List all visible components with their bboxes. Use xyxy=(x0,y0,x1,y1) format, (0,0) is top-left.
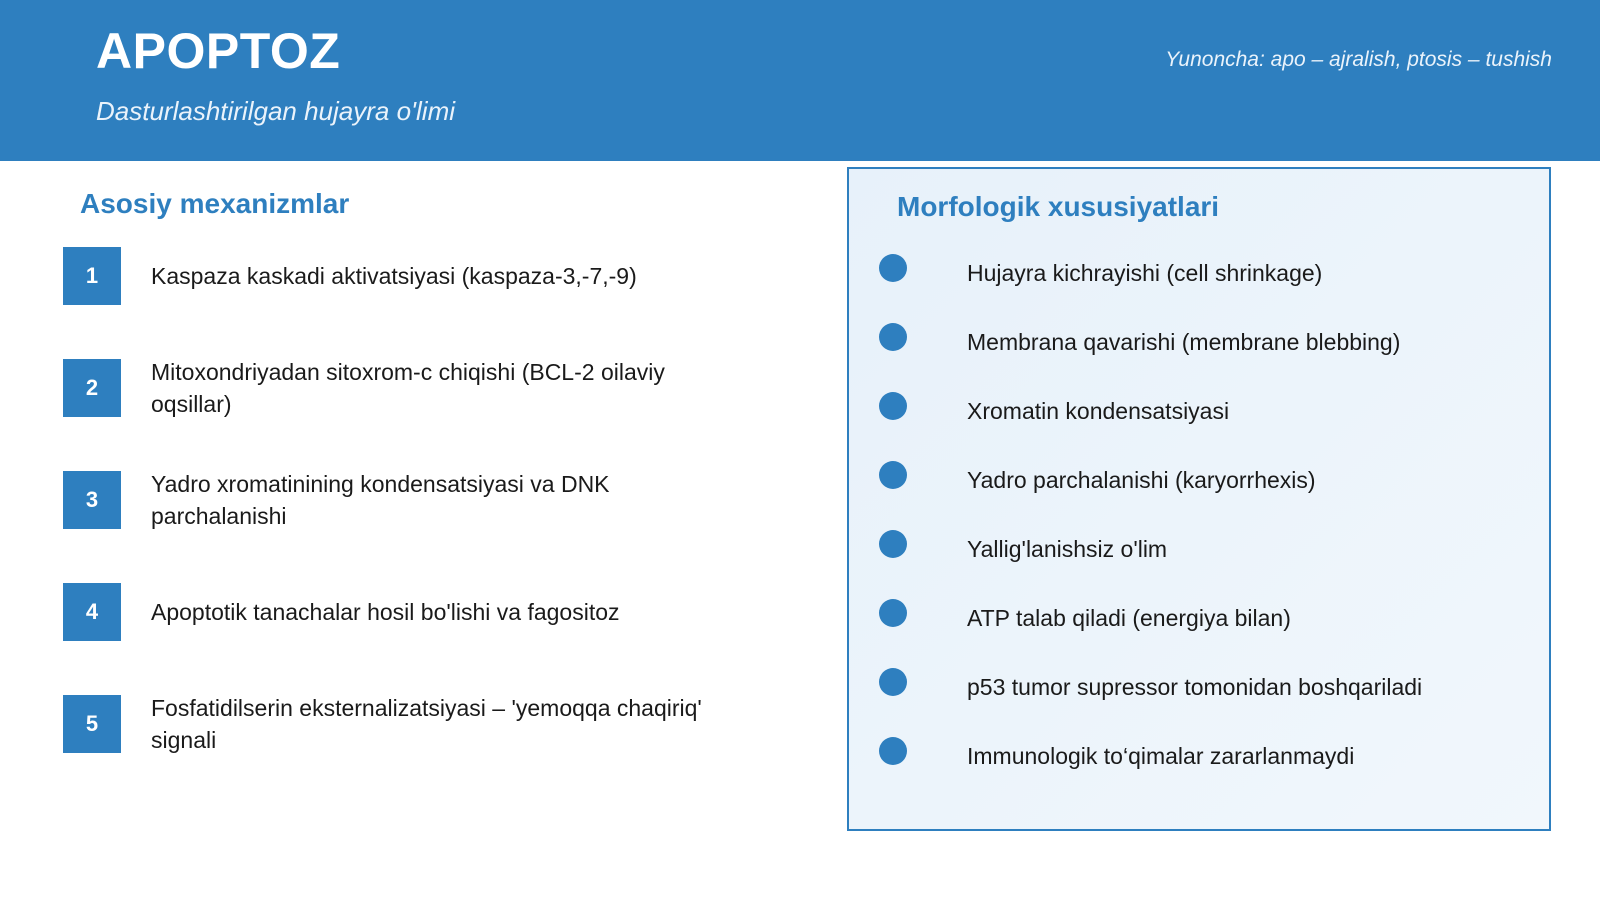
slide-subtitle: Dasturlashtirilgan hujayra o'limi xyxy=(96,96,455,126)
feature-text: Hujayra kichrayishi (cell shrinkage) xyxy=(967,260,1323,286)
number-badge: 4 xyxy=(63,583,121,641)
feature-item xyxy=(879,323,1519,363)
bullet-dot-icon xyxy=(879,461,907,489)
mechanism-text: Apoptotik tanachalar hosil bo'lishi va fagositoz xyxy=(151,599,620,625)
feature-text: ATP talab qiladi (energiya bilan) xyxy=(967,605,1291,631)
mechanism-text: Mitoxondriyadan sitoxrom-c chiqishi (BCL-2 oilaviy oqsillar) xyxy=(151,359,665,417)
bullet-dot-icon xyxy=(879,392,907,420)
bullet-dot-icon xyxy=(879,668,907,696)
bullet-dot-icon xyxy=(879,737,907,765)
mechanisms-heading: Asosiy mexanizmlar xyxy=(80,188,350,219)
feature-text: Immunologik to‘qimalar zararlanmaydi xyxy=(967,743,1355,769)
feature-item xyxy=(879,461,1519,501)
morphology-heading: Morfologik xususiyatlari xyxy=(897,191,1220,222)
feature-item xyxy=(879,254,1519,294)
feature-text: Membrana qavarishi (membrane blebbing) xyxy=(967,329,1401,355)
feature-text: Xromatin kondensatsiyasi xyxy=(967,398,1230,424)
feature-item xyxy=(879,530,1519,570)
mechanism-item xyxy=(63,583,783,641)
feature-text: Yallig'lanishsiz o'lim xyxy=(967,536,1168,562)
number-badge: 1 xyxy=(63,247,121,305)
bullet-dot-icon xyxy=(879,254,907,282)
etymology-note: Yunoncha: apo – ajralish, ptosis – tushish xyxy=(1165,48,1552,71)
number-badge: 2 xyxy=(63,359,121,417)
mechanism-text: Kaspaza kaskadi aktivatsiyasi (kaspaza-3,-7,-9) xyxy=(151,263,637,289)
feature-text: p53 tumor supressor tomonidan boshqariladi xyxy=(967,674,1423,700)
mechanism-item xyxy=(63,359,783,417)
bullet-dot-icon xyxy=(879,530,907,558)
mechanism-item xyxy=(63,471,783,529)
mechanism-item xyxy=(63,247,783,305)
slide-title: APOPTOZ xyxy=(96,23,341,79)
feature-item xyxy=(879,599,1519,639)
mechanism-text: Fosfatidilserin eksternalizatsiyasi – 'yemoqqa chaqiriq' signali xyxy=(151,695,702,753)
bullet-dot-icon xyxy=(879,323,907,351)
header-banner xyxy=(0,0,1600,161)
feature-text: Yadro parchalanishi (karyorrhexis) xyxy=(967,467,1316,493)
feature-item xyxy=(879,668,1519,708)
mechanism-text: Yadro xromatinining kondensatsiyasi va DNK parchalanishi xyxy=(151,471,610,529)
bullet-dot-icon xyxy=(879,599,907,627)
number-badge: 3 xyxy=(63,471,121,529)
number-badge: 5 xyxy=(63,695,121,753)
mechanism-item xyxy=(63,695,783,753)
feature-item xyxy=(879,392,1519,432)
feature-item xyxy=(879,737,1519,777)
morphology-panel xyxy=(847,167,1551,831)
